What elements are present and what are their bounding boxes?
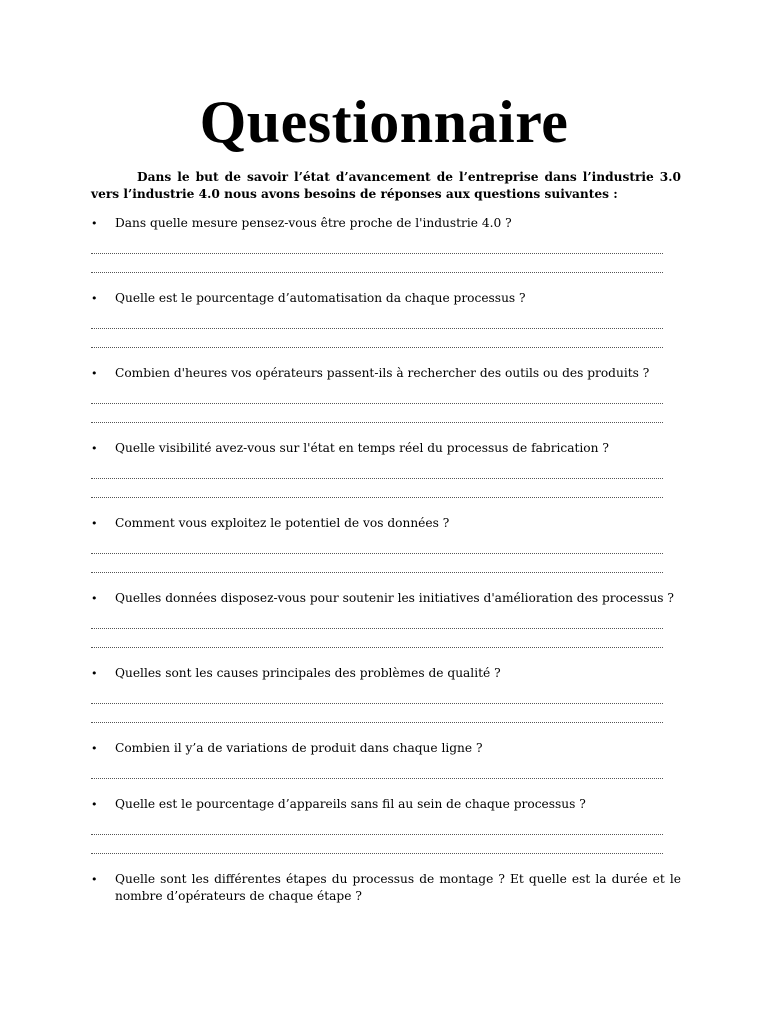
question-item (91, 290, 681, 307)
question-text: Quelles données disposez-vous pour soutenir les initiatives d'amélioration des processus ? (115, 591, 674, 605)
question-text: Combien il y’a de variations de produit dans chaque ligne ? (115, 741, 483, 755)
question-item (91, 365, 681, 382)
bullet-icon: • (91, 798, 98, 811)
bullet-icon: • (91, 517, 98, 530)
question-item (91, 796, 681, 813)
intro-text: Dans le but de savoir l’état d’avancement de l’entreprise dans l’industrie 3.0 vers l’industrie 4.0 nous avons besoins de réponses aux questions suivantes : (91, 170, 681, 201)
bullet-icon: • (91, 873, 98, 886)
bullet-icon: • (91, 292, 98, 305)
answer-line[interactable] (91, 853, 663, 854)
answer-line[interactable] (91, 422, 663, 423)
answer-line[interactable] (91, 703, 663, 704)
answer-line[interactable] (91, 403, 663, 404)
question-item (91, 871, 681, 905)
question-item (91, 590, 681, 607)
question-item (91, 740, 681, 757)
question-text: Quelle est le pourcentage d’appareils sans fil au sein de chaque processus ? (115, 797, 586, 811)
answer-line[interactable] (91, 497, 663, 498)
answer-line[interactable] (91, 647, 663, 648)
question-text: Comment vous exploitez le potentiel de vos données ? (115, 516, 450, 530)
intro-paragraph (91, 169, 681, 203)
answer-line[interactable] (91, 478, 663, 479)
answer-line[interactable] (91, 834, 663, 835)
answer-line[interactable] (91, 628, 663, 629)
bullet-icon: • (91, 367, 98, 380)
question-text: Dans quelle mesure pensez-vous être proche de l'industrie 4.0 ? (115, 216, 512, 230)
document-title: Questionnaire (199, 89, 569, 155)
bullet-icon: • (91, 592, 98, 605)
answer-line[interactable] (91, 347, 663, 348)
question-text: Quelle sont les différentes étapes du processus de montage ? Et quelle est la durée et le nombre d’opérateurs de chaque étape ? (115, 872, 681, 903)
question-item (91, 440, 681, 457)
bullet-icon: • (91, 217, 98, 230)
question-item (91, 515, 681, 532)
answer-line[interactable] (91, 272, 663, 273)
question-item (91, 215, 681, 232)
question-text: Combien d'heures vos opérateurs passent-ils à rechercher des outils ou des produits ? (115, 366, 650, 380)
answer-line[interactable] (91, 253, 663, 254)
question-text: Quelle visibilité avez-vous sur l'état en temps réel du processus de fabrication ? (115, 441, 609, 455)
bullet-icon: • (91, 442, 98, 455)
question-item (91, 665, 681, 682)
answer-line[interactable] (91, 778, 663, 779)
bullet-icon: • (91, 667, 98, 680)
answer-line[interactable] (91, 553, 663, 554)
bullet-icon: • (91, 742, 98, 755)
answer-line[interactable] (91, 328, 663, 329)
question-text: Quelle est le pourcentage d’automatisation da chaque processus ? (115, 291, 526, 305)
answer-line[interactable] (91, 572, 663, 573)
answer-line[interactable] (91, 722, 663, 723)
question-text: Quelles sont les causes principales des problèmes de qualité ? (115, 666, 501, 680)
